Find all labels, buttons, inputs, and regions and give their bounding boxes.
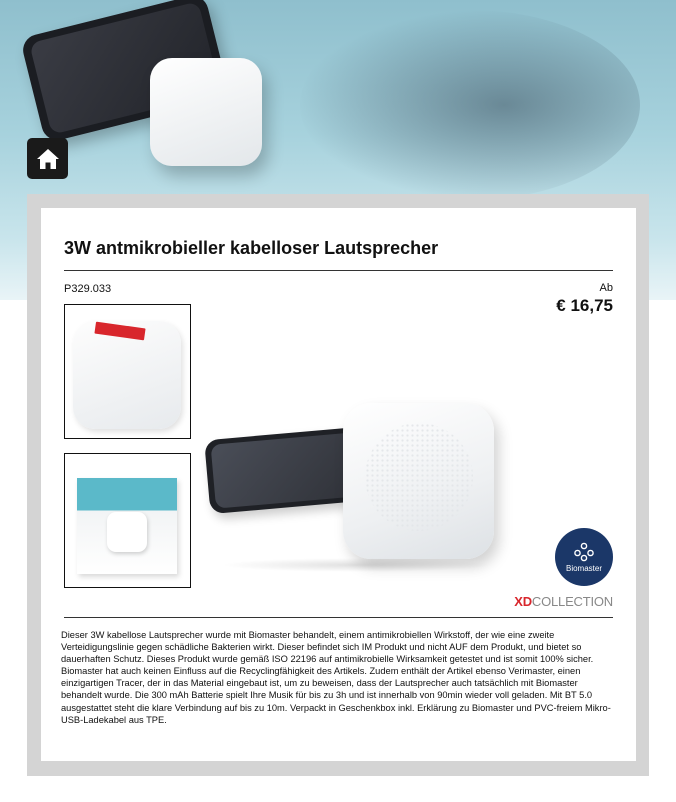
biomaster-badge xyxy=(555,528,613,586)
product-sku: P329.033 xyxy=(64,283,112,295)
gift-box-speaker-image xyxy=(107,512,147,552)
home-button[interactable] xyxy=(27,138,68,179)
thumbnail-gift-box[interactable] xyxy=(64,453,191,588)
speaker-grill xyxy=(365,423,473,531)
hero-speaker-image xyxy=(150,58,262,166)
main-speaker-image xyxy=(343,403,494,559)
hand-shadow xyxy=(300,10,640,200)
floor-shadow xyxy=(221,558,491,572)
brand-collection: COLLECTION xyxy=(531,594,613,609)
home-icon xyxy=(36,148,60,170)
xd-collection-logo xyxy=(514,594,613,609)
biomaster-logo-icon xyxy=(573,542,595,562)
main-product-image xyxy=(201,388,501,588)
product-card xyxy=(41,208,636,761)
product-price: € 16,75 xyxy=(556,296,613,315)
brand-xd: XD xyxy=(514,594,532,609)
thumbnail-speaker-branded[interactable] xyxy=(64,304,191,439)
product-description: Dieser 3W kabellose Lautsprecher wurde mit Biomaster behandelt, einem antimikrobiellen Wirkstoff, der wie eine zweite Verteidigungslinie gegen schädliche Bakterien wirkt. Dieser befindet sich IM Produkt und nicht AUF dem Produkt, und bietet so dauerhaften Schutz. Dieses Produkt wurde gemäß ISO 22196 auf antimikrobielle Wirksamkeit getestet und ist somit 100% sicher. Biomaster hat auch keinen Einfluss auf die Recyclingfähigkeit des Artikels. Zudem enthält der Artikel ebenso Verimaster, einen einzigartigen Tracer, der in das Material eingebaut ist, um zu beweisen, dass der Lautsprecher auch tatsächlich mit Biomaster behandelt wurde. Die 300 mAh Batterie spielt Ihre Musik für bis zu 3h und ist innerhalb von 90min wieder voll geladen. Mit BT 5.0 ausgestattet steht die klare Verbindung auf bis zu 10m. Verpackt in Geschenkbox inkl. Erklärung zu Biomaster und PVC-freiem Mikro-USB-Ladekabel aus TPE. xyxy=(61,630,611,725)
product-title: 3W antmikrobieller kabelloser Lautsprecher xyxy=(64,238,439,258)
divider-bottom xyxy=(64,617,613,618)
price-prefix: Ab xyxy=(599,282,613,294)
divider-top xyxy=(64,270,613,271)
biomaster-label: Biomaster xyxy=(565,563,602,573)
